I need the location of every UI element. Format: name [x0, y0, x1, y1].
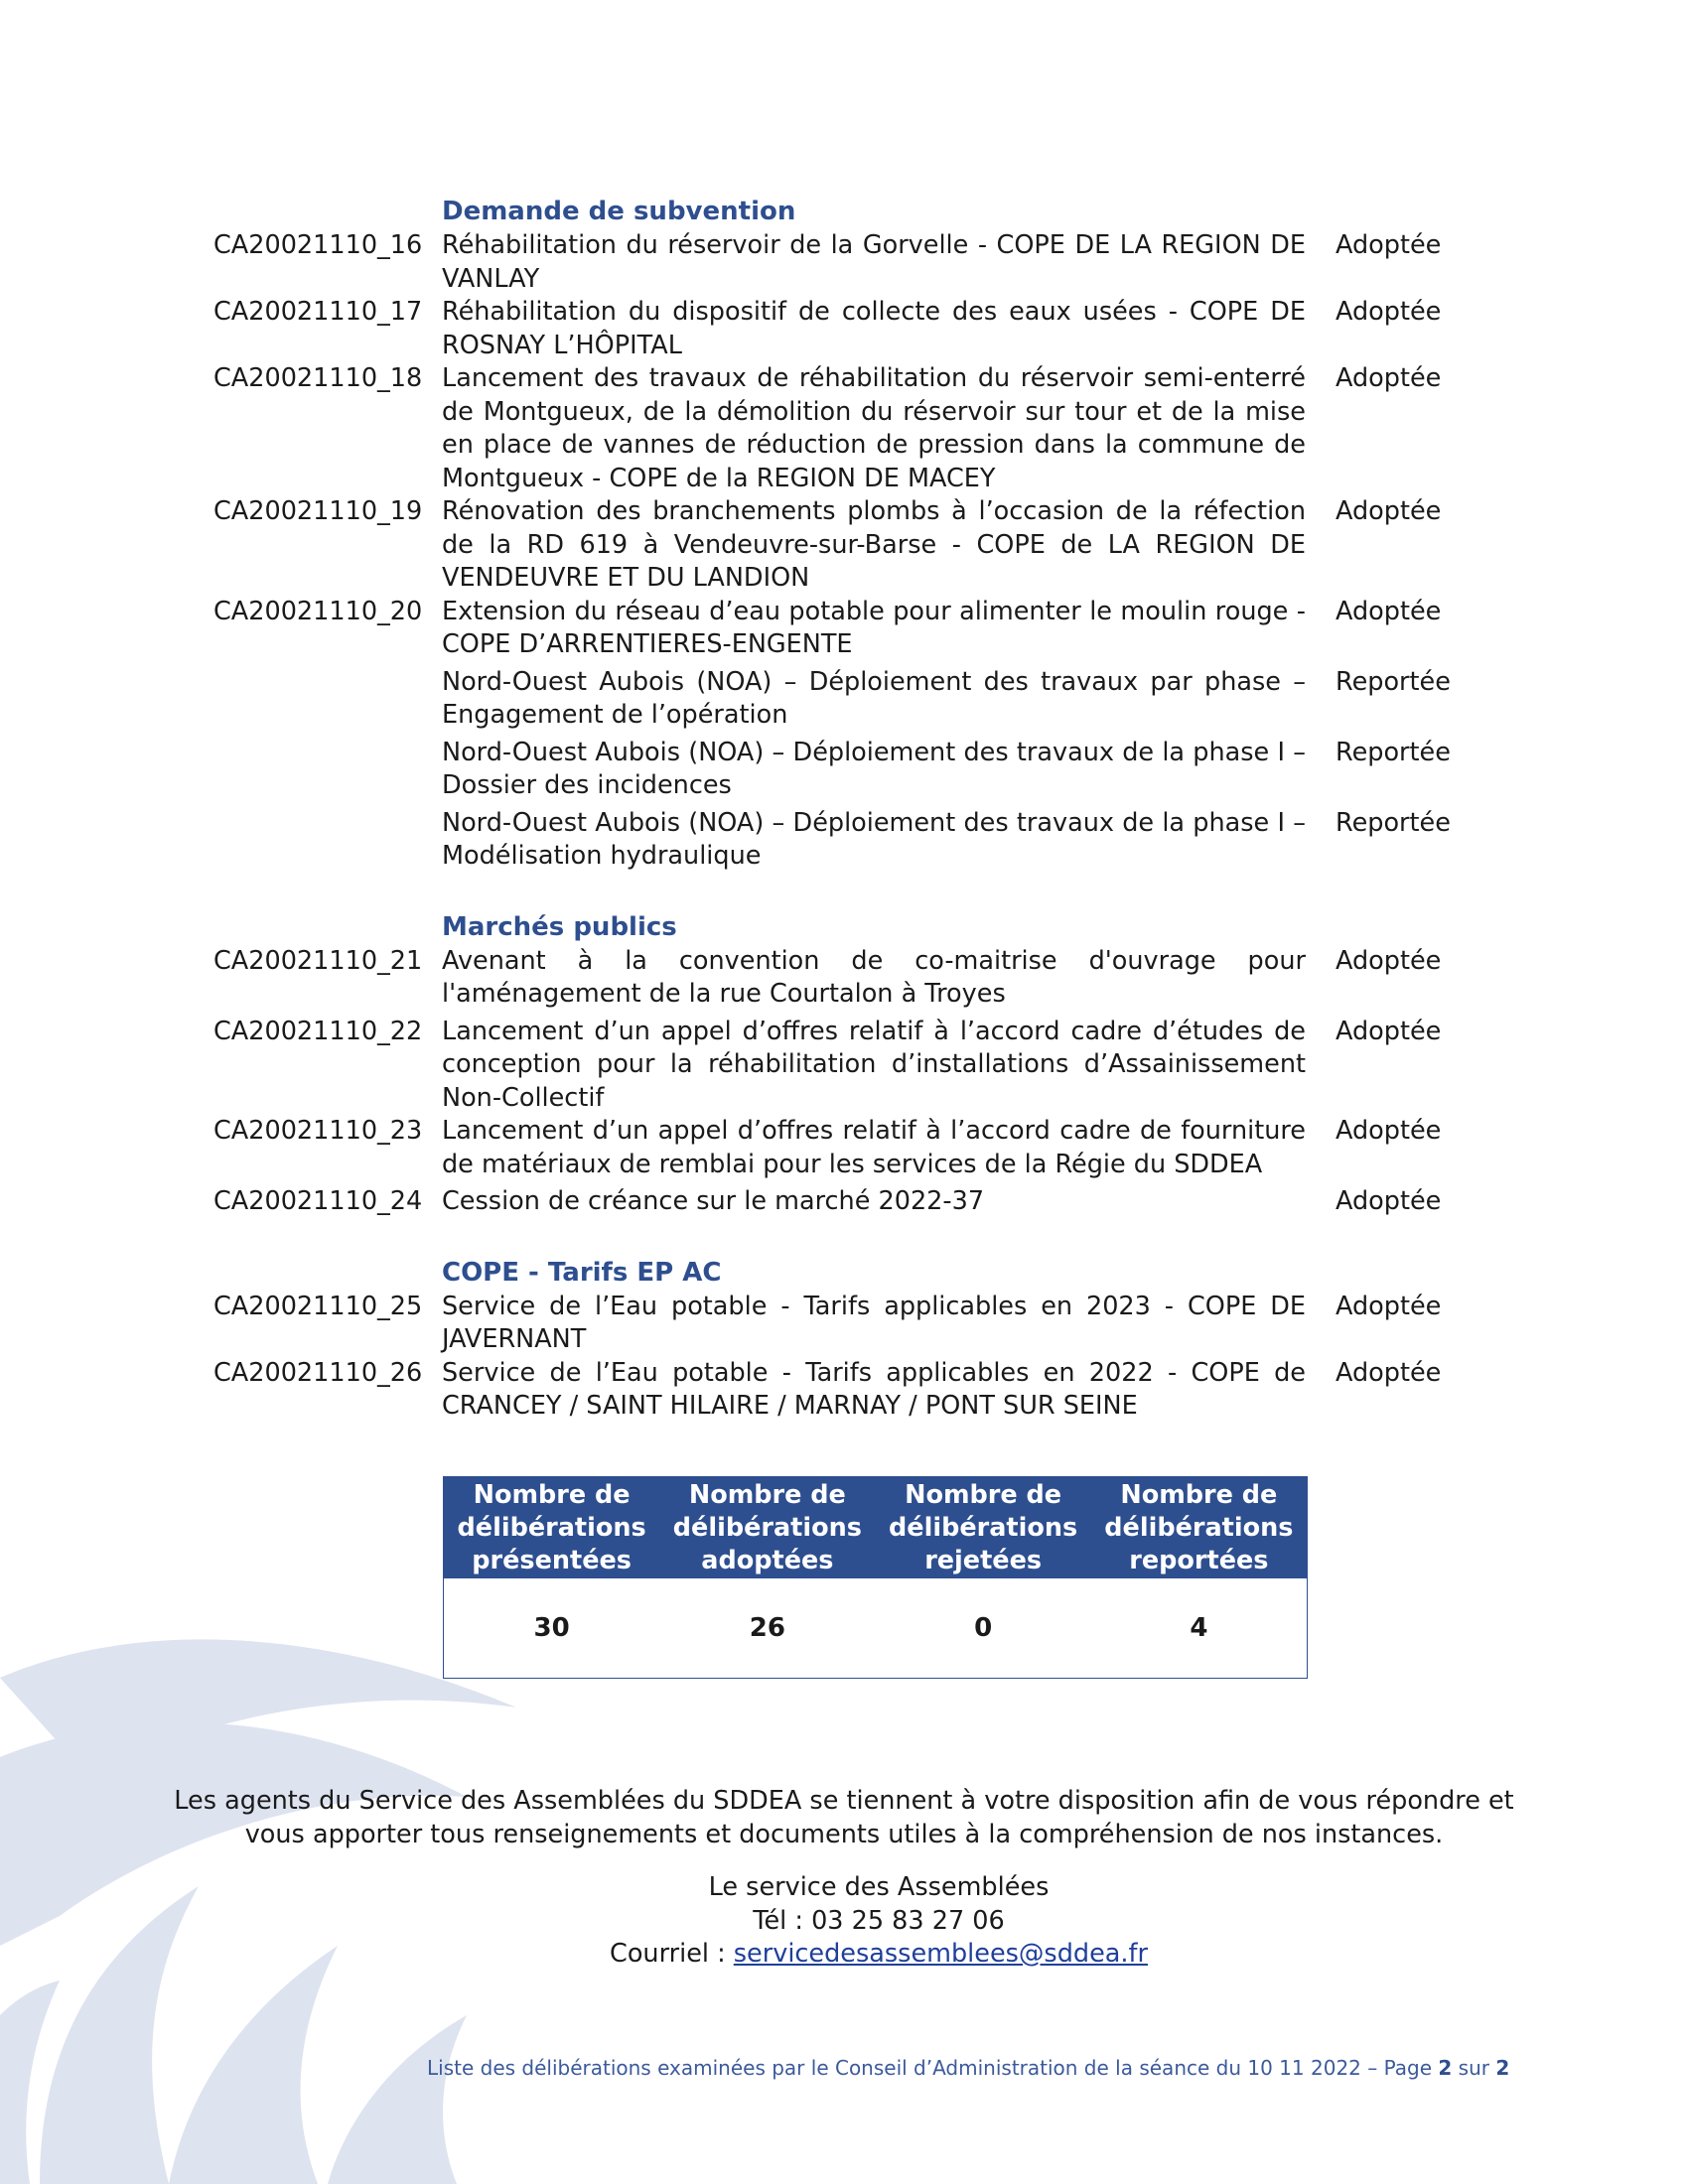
deliberation-status: Adoptée	[1336, 297, 1442, 327]
page-footer-sep: sur	[1452, 2056, 1496, 2080]
deliberation-description: Rénovation des branchements plombs à l’occasion de la réfection de la RD 619 à Vendeuvre-sur-Barse - COPE de LA REGION DE VENDEUVRE ET DU LANDION	[442, 496, 1306, 593]
list-item	[213, 1185, 1504, 1219]
deliberation-description: Réhabilitation du réservoir de la Gorvelle - COPE DE LA REGION DE VANLAY	[442, 230, 1306, 294]
list-item	[213, 1115, 1504, 1181]
deliberation-status: Adoptée	[1336, 230, 1442, 260]
contact-service: Le service des Assemblées	[708, 1872, 1050, 1902]
list-item	[213, 229, 1504, 296]
deliberation-description: Service de l’Eau potable - Tarifs applicables en 2023 - COPE DE JAVERNANT	[442, 1291, 1306, 1354]
deliberation-code: CA20021110_26	[213, 1357, 423, 1388]
list-item	[213, 1357, 1504, 1424]
section-title: COPE - Tarifs EP AC	[442, 1257, 722, 1288]
page-footer	[427, 2056, 1510, 2080]
deliberation-description: Nord-Ouest Aubois (NOA) – Déploiement des travaux par phase – Engagement de l’opération	[442, 666, 1306, 730]
section-demande-subvention	[213, 195, 1504, 874]
deliberation-description: Avenant à la convention de co-maitrise d'ouvrage pour l'aménagement de la rue Courtalon à Troyes	[442, 945, 1306, 1009]
deliberation-status: Adoptée	[1336, 1116, 1442, 1146]
list-item	[213, 666, 1504, 733]
list-item	[213, 362, 1504, 495]
deliberation-status: Adoptée	[1336, 596, 1442, 626]
deliberation-description: Lancement des travaux de réhabilitation du réservoir semi-enterré de Montgueux, de la démolition du réservoir sur tour et de la mise en place de vannes de réduction de pression dans la commune de Montgueux - COPE de la REGION DE MACEY	[442, 363, 1306, 493]
page-footer-text: Liste des délibérations examinées par le Conseil d’Administration de la séance du 10 11 2022 – Page	[427, 2056, 1439, 2080]
deliberation-code: CA20021110_24	[213, 1186, 423, 1216]
deliberation-status: Adoptée	[1336, 1016, 1442, 1046]
contact-phone: Tél : 03 25 83 27 06	[753, 1905, 1005, 1936]
stats-value-presentees: 30	[533, 1613, 570, 1643]
deliberation-description: Lancement d’un appel d’offres relatif à l’accord cadre de fourniture de matériaux de remblai pour les services de la Régie du SDDEA	[442, 1116, 1306, 1179]
section-title: Demande de subvention	[442, 197, 796, 226]
deliberation-status: Adoptée	[1336, 496, 1442, 526]
deliberation-status: Adoptée	[1336, 1291, 1442, 1321]
page-number: 2	[1438, 2056, 1453, 2080]
stats-table	[443, 1476, 1308, 1679]
deliberation-code: CA20021110_20	[213, 596, 423, 626]
deliberation-code: CA20021110_25	[213, 1291, 423, 1321]
footer-note-line: Les agents du Service des Assemblées du SDDEA se tiennent à votre disposition afin de vous répondre et	[174, 1786, 1514, 1816]
deliberation-code: CA20021110_17	[213, 297, 423, 327]
list-item	[213, 807, 1504, 874]
section-marches-publics	[213, 910, 1504, 1219]
contact-mail-line	[447, 1938, 1311, 1972]
stats-header-reportees: Nombre de délibérations reportées	[1104, 1480, 1294, 1575]
footer-note-line: vous apporter tous renseignements et documents utiles à la compréhension de nos instances.	[244, 1820, 1444, 1849]
deliberation-description: Nord-Ouest Aubois (NOA) – Déploiement des travaux de la phase I – Dossier des incidences	[442, 737, 1306, 800]
deliberation-description: Extension du réseau d’eau potable pour alimenter le moulin rouge - COPE D’ARRENTIERES-ENGENTE	[442, 596, 1306, 659]
deliberation-description: Service de l’Eau potable - Tarifs applicables en 2022 - COPE de CRANCEY / SAINT HILAIRE / MARNAY / PONT SUR SEINE	[442, 1357, 1306, 1421]
deliberation-status: Reportée	[1336, 737, 1451, 767]
section-title: Marchés publics	[442, 911, 677, 942]
list-item	[213, 296, 1504, 362]
list-item	[213, 1291, 1504, 1357]
list-item	[213, 495, 1504, 596]
deliberation-status: Reportée	[1336, 666, 1451, 697]
deliberation-code: CA20021110_22	[213, 1016, 423, 1046]
stats-value-reportees: 4	[1190, 1613, 1208, 1643]
deliberation-code: CA20021110_18	[213, 363, 423, 393]
contact-mail-label: Courriel :	[610, 1939, 734, 1969]
stats-value-row	[444, 1578, 1307, 1678]
list-item	[213, 737, 1504, 803]
stats-header-presentees: Nombre de délibérations présentées	[457, 1480, 646, 1575]
deliberation-code: CA20021110_19	[213, 496, 423, 526]
list-item	[213, 596, 1504, 662]
deliberation-description: Lancement d’un appel d’offres relatif à l’accord cadre d’études de conception pour la réhabilitation d’installations d’Assainissement Non-Collectif	[442, 1016, 1306, 1113]
stats-header-row	[444, 1477, 1307, 1578]
deliberation-status: Adoptée	[1336, 1357, 1442, 1388]
stats-value-adoptees: 26	[749, 1613, 785, 1643]
contact-mail-link[interactable]: servicedesassemblees@sddea.fr	[733, 1939, 1148, 1969]
stats-value-rejetees: 0	[974, 1613, 993, 1643]
deliberation-description: Réhabilitation du dispositif de collecte des eaux usées - COPE DE ROSNAY L’HÔPITAL	[442, 297, 1306, 360]
list-item	[213, 945, 1504, 1012]
deliberation-description: Nord-Ouest Aubois (NOA) – Déploiement des travaux de la phase I – Modélisation hydraulique	[442, 807, 1306, 871]
deliberation-status: Reportée	[1336, 807, 1451, 838]
deliberation-code: CA20021110_23	[213, 1116, 423, 1146]
deliberation-status: Adoptée	[1336, 1186, 1442, 1216]
footer-note	[149, 1784, 1539, 1851]
contact-block	[447, 1871, 1311, 1972]
section-cope-tarifs	[213, 1256, 1504, 1424]
page-total: 2	[1495, 2056, 1510, 2080]
stats-header-adoptees: Nombre de délibérations adoptées	[672, 1480, 862, 1575]
deliberation-list	[213, 195, 1504, 1460]
stats-header-rejetees: Nombre de délibérations rejetées	[889, 1480, 1078, 1575]
list-item	[213, 1016, 1504, 1116]
deliberation-status: Adoptée	[1336, 363, 1442, 393]
deliberation-status: Adoptée	[1336, 945, 1442, 976]
deliberation-code: CA20021110_21	[213, 945, 423, 976]
deliberation-description: Cession de créance sur le marché 2022-37	[442, 1186, 985, 1216]
deliberation-code: CA20021110_16	[213, 230, 423, 260]
